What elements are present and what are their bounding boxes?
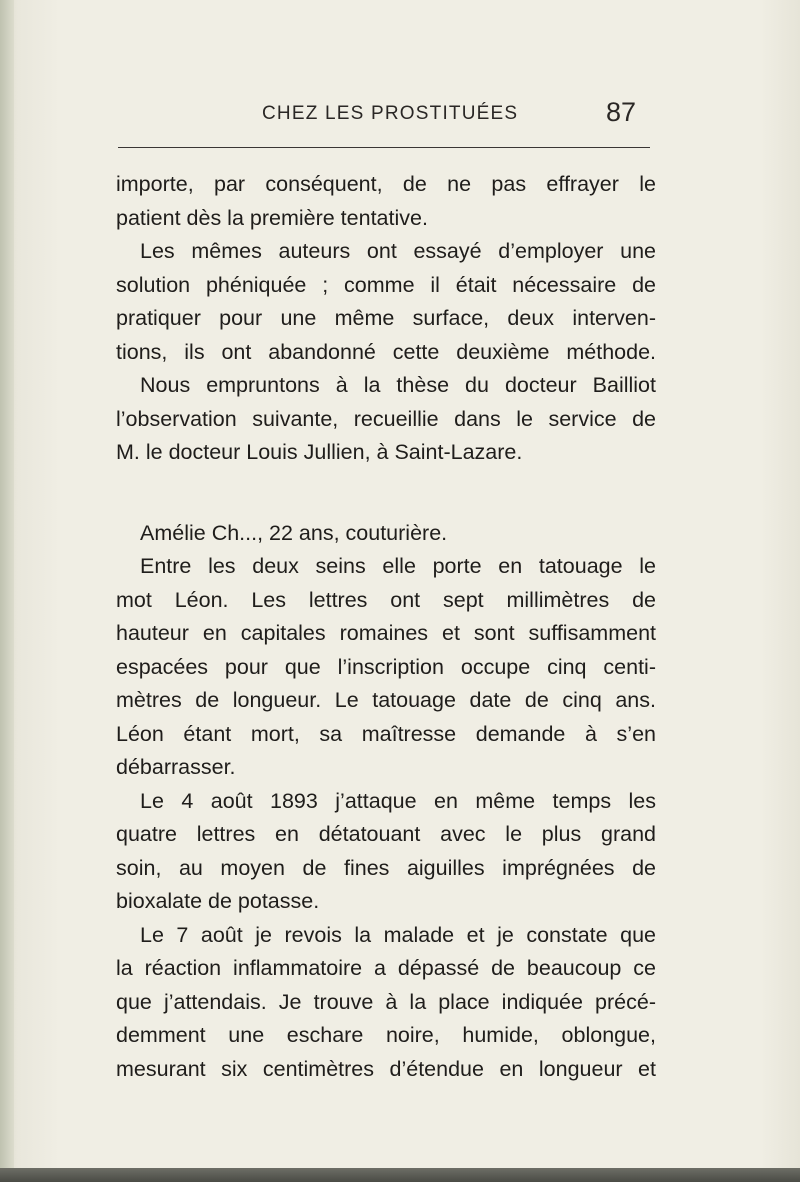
page-number: 87 [606,97,637,127]
text-line: hauteur en capitales romaines et sont suffisamment [116,621,656,645]
header-rule [118,147,650,148]
paragraph [116,919,656,1087]
page-bottom-edge [0,1168,800,1182]
text-line: la réaction inflammatoire a dépassé de beaucoup ce [116,956,656,980]
text-line: solution phéniquée ; comme il était nécessaire de [116,272,656,297]
text-line: Nous empruntons à la thèse du docteur Bailliot [140,373,656,397]
text-line: Le 4 août 1893 j’attaque en même temps les [140,788,656,813]
text-line: quatre lettres en détatouant avec le plus grand [116,822,656,846]
page-header [0,97,800,127]
text-line: Les mêmes auteurs ont essayé d’employer une [140,239,656,263]
running-title: CHEZ LES PROSTITUÉES [262,103,519,124]
paragraph [116,369,656,470]
text-line: débarrasser. [116,755,236,779]
text-line: Amélie Ch..., 22 ans, couturière. [140,520,448,545]
body-text [116,168,656,1086]
text-line: bioxalate de potasse. [116,889,320,913]
paragraph [116,785,656,919]
text-line: espacées pour que l’inscription occupe cinq centi- [116,654,656,679]
paragraph [116,517,656,551]
text-line: mètres de longueur. Le tatouage date de cinq ans. [116,688,656,712]
text-line: Léon étant mort, sa maîtresse demande à s’en [116,721,656,746]
page-binding-edge [0,0,14,1182]
text-line: Le 7 août je revois la malade et je constate que [140,922,656,947]
text-line: que j’attendais. Je trouve à la place indiquée précé- [116,989,656,1014]
text-line: l’observation suivante, recueillie dans le service de [116,406,656,431]
text-line: tions, ils ont abandonné cette deuxième méthode. [116,339,656,364]
text-line: importe, par conséquent, de ne pas effrayer le [116,172,656,196]
text-line: mesurant six centimètres d’étendue en longueur et [116,1056,656,1081]
text-line: mot Léon. Les lettres ont sept millimètres de [116,587,656,612]
section-gap [116,470,656,517]
paragraph [116,550,656,785]
paragraph [116,168,656,235]
text-line: Entre les deux seins elle porte en tatouage le [140,554,656,578]
text-line: soin, au moyen de fines aiguilles imprégnées de [116,855,656,880]
text-line: pratiquer pour une même surface, deux interven- [116,306,656,330]
paragraph [116,235,656,369]
text-line: patient dès la première tentative. [116,205,428,230]
text-line: M. le docteur Louis Jullien, à Saint-Lazare. [116,440,523,464]
text-line: demment une eschare noire, humide, oblongue, [116,1023,656,1047]
